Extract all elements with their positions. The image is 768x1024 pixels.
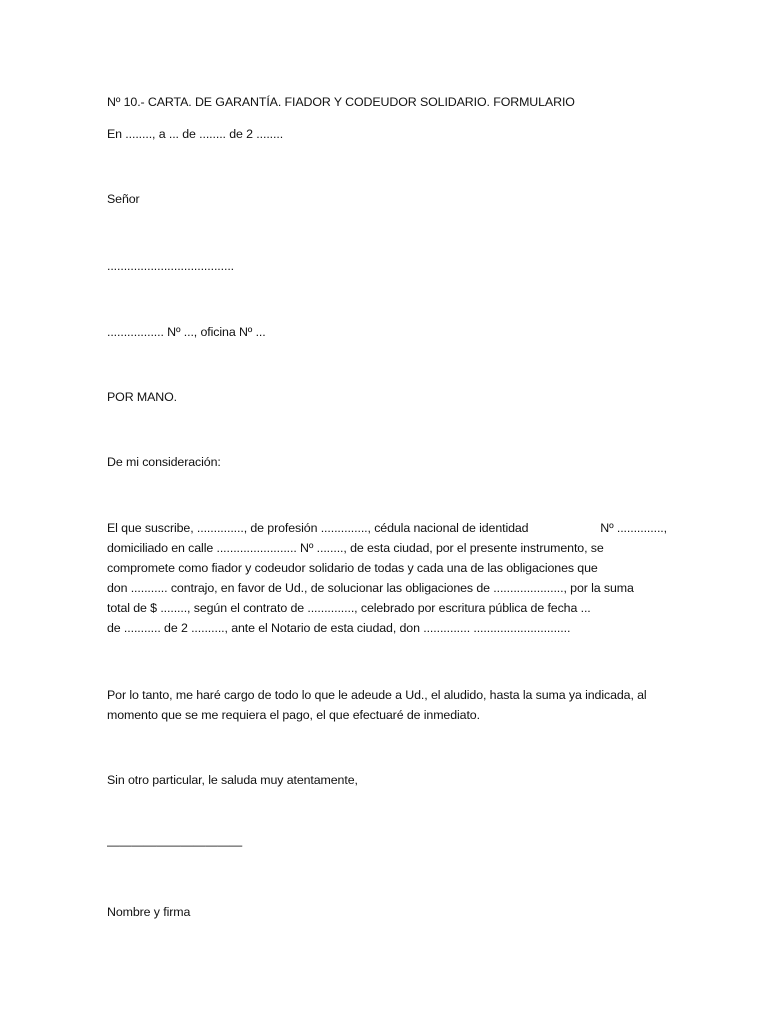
place-date-line: En ........, a ... de ........ de 2 ........ bbox=[107, 127, 284, 141]
delivery-note: POR MANO. bbox=[107, 390, 178, 404]
paragraph-line: momento que se me requiera el pago, el que efectuaré de inmediato. bbox=[107, 708, 480, 722]
paragraph-line: domiciliado en calle ........................ Nº ........, de esta ciudad, por el presente instrumento, se bbox=[107, 541, 604, 555]
paragraph-text: Nº .............., bbox=[600, 521, 667, 535]
greeting: De mi consideración: bbox=[107, 455, 221, 469]
closing-line: Sin otro particular, le saluda muy atentamente, bbox=[107, 773, 358, 787]
salutation: Señor bbox=[107, 192, 140, 206]
paragraph-line: de ........... de 2 .........., ante el Notario de esta ciudad, don .............. ............................. bbox=[107, 621, 571, 635]
body-paragraph-1 bbox=[107, 518, 667, 638]
body-paragraph-2 bbox=[107, 685, 667, 725]
paragraph-line: compromete como fiador y codeudor solidario de todas y cada una de las obligaciones que bbox=[107, 561, 598, 575]
addressee-blank: ...................................... bbox=[107, 259, 235, 273]
paragraph-line bbox=[107, 518, 667, 538]
paragraph-line: total de $ ........, según el contrato de .............., celebrado por escritura pública de fecha ... bbox=[107, 601, 591, 615]
paragraph-text: El que suscribe, .............., de profesión .............., cédula nacional de identidad bbox=[107, 521, 529, 535]
paragraph-line: don ........... contrajo, en favor de Ud., de solucionar las obligaciones de ....................., por la suma bbox=[107, 581, 634, 595]
signature-label: Nombre y firma bbox=[107, 905, 191, 919]
document-title: Nº 10.- CARTA. DE GARANTÍA. FIADOR Y CODEUDOR SOLIDARIO. FORMULARIO bbox=[107, 95, 575, 109]
paragraph-line: Por lo tanto, me haré cargo de todo lo que le adeude a Ud., el aludido, hasta la suma ya indicada, al bbox=[107, 688, 647, 702]
address-line: ................. Nº ..., oficina Nº ... bbox=[107, 325, 266, 339]
signature-line: ——————————— bbox=[107, 838, 243, 852]
